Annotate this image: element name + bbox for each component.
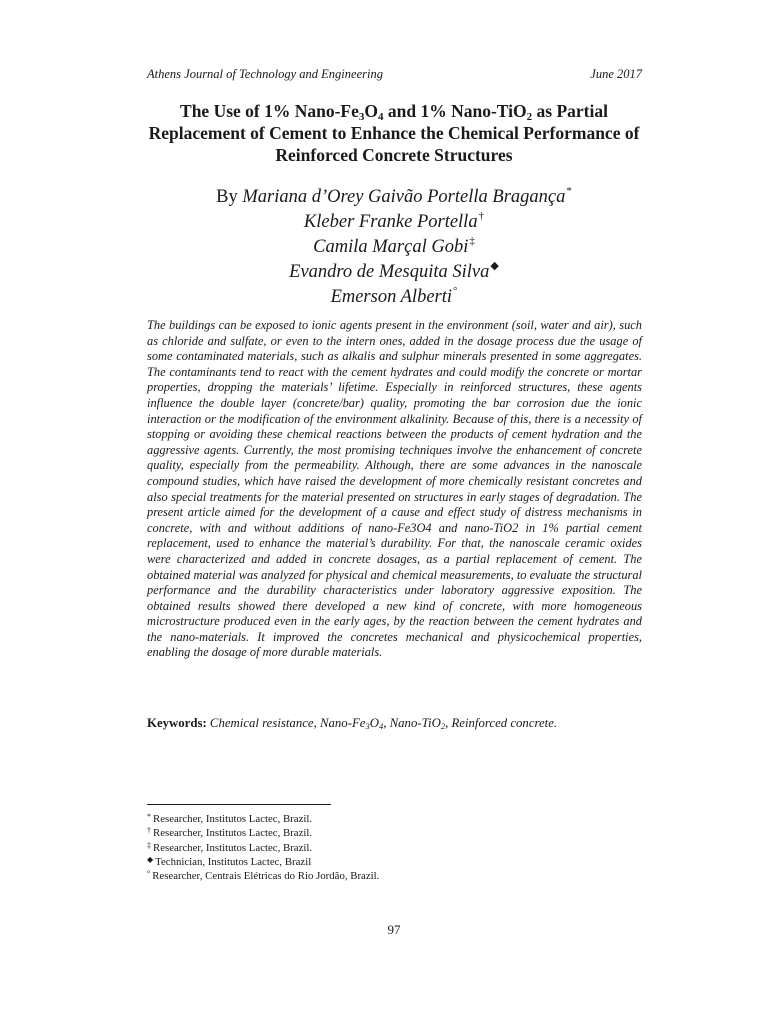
author-name: Emerson Alberti — [330, 287, 453, 307]
author-name: Evandro de Mesquita Silva — [289, 262, 490, 282]
journal-name: Athens Journal of Technology and Engineering — [147, 67, 383, 81]
footnote: ° Researcher, Centrais Elétricas do Rio Jordão, Brazil. — [147, 869, 380, 883]
footnote: ‡ Researcher, Institutos Lactec, Brazil. — [147, 840, 313, 854]
author-mark: ‡ — [469, 235, 475, 247]
running-header — [147, 67, 642, 85]
author-name: Camila Marçal Gobi — [313, 237, 469, 257]
paper-title: The Use of 1% Nano-$Fe_3O_4$ and 1% Nano-TiO$_2$ as Partial Replacement of Cement to Enhance the Chemical Performance of Reinforced Concrete Structures — [148, 101, 640, 165]
author-line — [130, 285, 658, 310]
abstract: The buildings can be exposed to ionic agents present in the environment (soil, water and air), such as chloride and sulfate, or even to the intern ones, added in the dosage process due the usage of some contaminated materials, such as alkalis and sulphur minerals presented in some aggregates. The contaminants tend to react with the cement hydrates and could modify the concrete or mortar properties, dropping the materials’ lifetime. Especially in reinforced structures, these agents influence the double layer (concrete/bar) quality, promoting the bar corrosion due the ionic interaction or the modification of the environment alkalinity. Because of this, there is a necessity of stopping or avoiding these chemical reactions between the products of cement hydration and the aggressive agents. Currently, the most promising techniques involve the enhancement of concrete quality, especially from the permeability. Although, there are some advances in the nanoscale compound studies, which have raised the development of more chemically resistant concretes and also special treatments for the material presented on structures in early stages of degradation. The present article aimed for the development of a cause and effect study of distress mechanisms in concrete, with and without additions of nano-Fe3O4 and nano-TiO2 in 1% partial cement replacement, used to enhance the material’s durability. For that, the nanoscale ceramic oxides were characterized and added in concrete dosages, as a partial replacement of cement. The obtained material was analyzed for physical and chemical measurements, to evaluate the structural performance and the durability characteristics under laboratory aggressive exposition. The obtained results showed there developed a new kind of concrete, with more homogeneous microstructure produced even in the early ages, by the reaction between the cement hydrates and the nano-materials. It improved the concretes mechanical and physicochemical properties, enabling the dosage of more durable materials. — [147, 318, 642, 660]
author-line — [130, 210, 658, 235]
footnotes — [147, 812, 642, 883]
keywords-label: Keywords: — [147, 716, 207, 730]
author-list — [130, 185, 658, 310]
author-line: By Mariana d’Orey Gaivão Portella Bragança* — [216, 185, 572, 207]
author-mark: * — [566, 185, 572, 197]
author-name: Mariana d’Orey Gaivão Portella Bragança — [242, 187, 566, 207]
keywords: Keywords: Chemical resistance, Nano-$Fe_3O_4$, Nano-TiO$_2$, Reinforced concrete. — [147, 716, 558, 731]
author-mark: ° — [453, 285, 458, 297]
footnote: † Researcher, Institutos Lactec, Brazil. — [147, 826, 313, 840]
footnote: ◆ Technician, Institutos Lactec, Brazil — [147, 854, 312, 868]
author-name: Kleber Franke Portella — [303, 212, 478, 232]
author-mark: ◆ — [490, 260, 499, 272]
author-mark: † — [478, 210, 485, 222]
footnote-separator — [147, 804, 331, 805]
page-number: 97 — [387, 922, 401, 937]
issue-date: June 2017 — [590, 67, 642, 81]
footnote: * Researcher, Institutos Lactec, Brazil. — [147, 812, 313, 825]
author-line — [130, 235, 658, 260]
author-line — [130, 260, 658, 285]
